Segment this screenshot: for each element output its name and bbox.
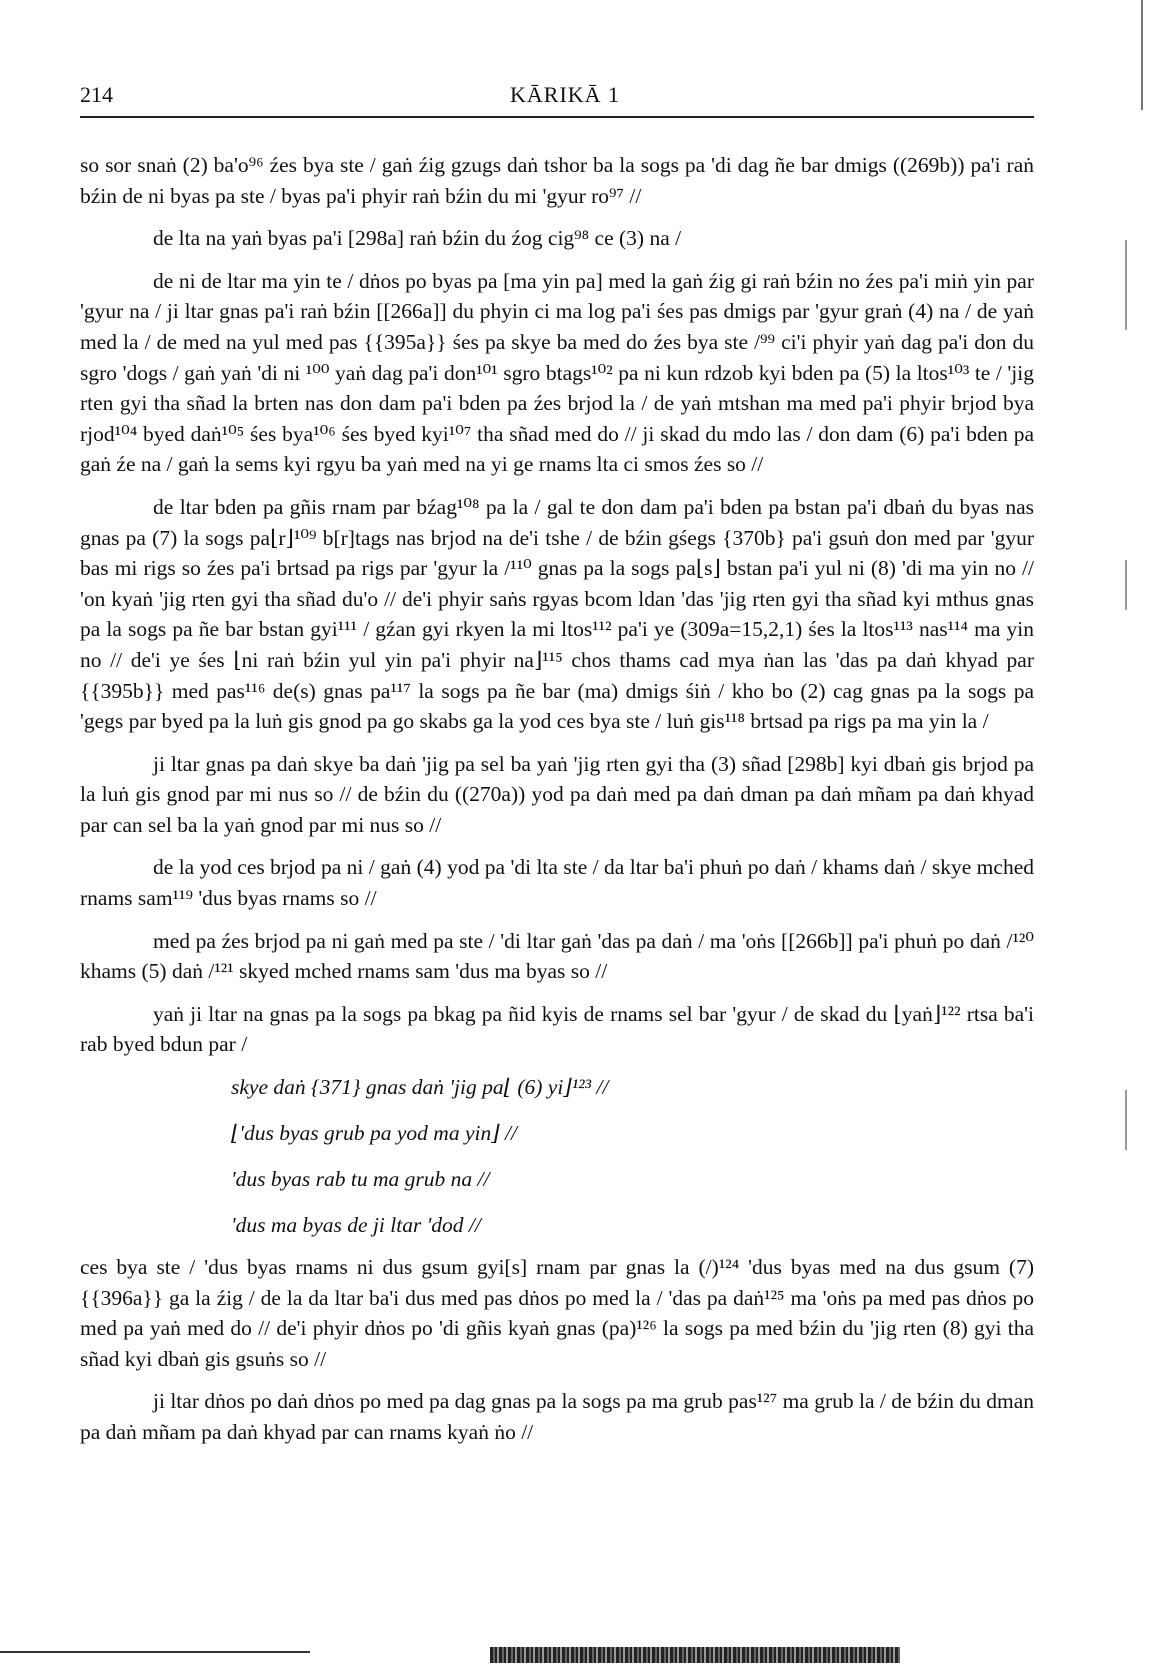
body-text xyxy=(80,150,1034,1448)
paragraph: so sor snaṅ (2) ba'o⁹⁶ źes bya ste / gaṅ źig gzugs daṅ tshor ba la sogs pa 'di dag ñe bar dmigs ((269b)) pa'i raṅ bźin de ni byas pa ste / byas pa'i phyir raṅ bźin du mi 'gyur ro⁹⁷ // xyxy=(80,153,1034,208)
page-number: 214 xyxy=(80,82,113,107)
page-header xyxy=(80,82,1034,118)
paragraph: yaṅ ji ltar na gnas pa la sogs pa bkag pa ñid kyis de rnams sel bar 'gyur / de skad du ⌊yaṅ⌋¹²² rtsa ba'i rab byed bdun par / xyxy=(80,1001,1034,1057)
verse-line: 'dus ma byas de ji ltar 'dod // xyxy=(231,1213,481,1238)
verse-line: 'dus byas rab tu ma grub na // xyxy=(231,1167,490,1192)
running-title: KĀRIKĀ 1 xyxy=(510,82,621,107)
verse-line: skye daṅ {371} gnas daṅ 'jig pa⌊ (6) yi⌋¹²³ // xyxy=(231,1075,609,1100)
scan-margin-mark xyxy=(1125,560,1127,610)
paragraph: ces bya ste / 'dus byas rnams ni dus gsum gyi[s] rnam par gnas la (/)¹²⁴ 'dus byas med na dus gsum (7) {{396a}} ga la źig / de la da ltar ba'i dus med pas dṅos po med la / 'das pa daṅ¹²⁵ ma 'oṅs pa med pas dṅos po med pa yaṅ med do // de'i phyir dṅos po 'di gñis kyaṅ gnas (pa)¹²⁶ la sogs pa med bźin du 'jig rten (8) gyi tha sñad kyi dbaṅ gis gsuṅs so // xyxy=(80,1255,1034,1371)
verse-block xyxy=(80,1064,1034,1248)
scan-footer-bar xyxy=(490,1647,900,1663)
paragraph: de ni de ltar ma yin te / dṅos po byas pa [ma yin pa] med la gaṅ źig gi raṅ bźin no źes pa'i miṅ yin par 'gyur na / ji ltar gnas pa'i raṅ bźin [[266a]] du phyin ci ma log pa'i śes pas dmigs par 'gyur graṅ (4) na / de yaṅ med la / de med na yul med pas {{395a}} śes pa skye ba med do źes bya ste /⁹⁹ ci'i phyir yaṅ dag pa'i don du sgro 'dogs / gaṅ yaṅ 'di ni ¹⁰⁰ yaṅ dag pa'i don¹⁰¹ sgro btags¹⁰² pa ni kun rdzob kyi bden pa (5) la ltos¹⁰³ te / 'jig rten gyi tha sñad la brten nas don dam pa'i bden pa źes brjod la / de yaṅ mtshan ma med pa'i phyir brjod bya rjod¹⁰⁴ byed daṅ¹⁰⁵ śes bya¹⁰⁶ śes byed kyi¹⁰⁷ tha sñad med do // ji skad du mdo las / don dam (6) pa'i bden pa gaṅ źe na / gaṅ la sems kyi rgyu ba yaṅ med na yi ge rnams lta ci smos źes so // xyxy=(80,268,1034,477)
scan-margin-mark xyxy=(1125,1090,1127,1150)
paragraph: de ltar bden pa gñis rnam par bźag¹⁰⁸ pa la / gal te don dam pa'i bden pa bstan pa'i dbaṅ du byas nas gnas pa (7) la sogs pa⌊r⌋¹⁰⁹ b[r]tags nas brjod na de'i tshe / de bźin gśegs {370b} pa'i gsuṅ don med par 'gyur bas mi rigs so źes pa'i brtsad pa rigs par 'gyur la /¹¹⁰ gnas pa la sogs pa⌊s⌋ bstan pa'i yul ni (8) 'di ma yin no // 'on kyaṅ 'jig rten gyi tha sñad du'o // de'i phyir saṅs rgyas bcom ldan 'das 'jig rten gyi tha sñad kyi mthus gnas pa la sogs pa ñe bar bstan gyi¹¹¹ / gźan gyi rkyen la mi ltos¹¹² pa'i ye (309a=15,2,1) śes la ltos¹¹³ nas¹¹⁴ ma yin no // de'i ye śes ⌊ni raṅ bźin yul yin pa'i phyir na⌋¹¹⁵ chos thams cad mya ṅan las 'das pa daṅ khyad par {{395b}} med pas¹¹⁶ de(s) gnas pa¹¹⁷ la sogs pa ñe bar (ma) dmigs śiṅ / kho bo (2) cag gnas pa la sogs pa 'gegs par byed pa la luṅ gis gnod pa go skabs ga la yod ces bya ste / luṅ gis¹¹⁸ brtsad pa rigs pa ma yin la / xyxy=(80,494,1034,734)
scan-footer-line xyxy=(0,1651,310,1653)
paragraph: ji ltar dṅos po daṅ dṅos po med pa dag gnas pa la sogs pa ma grub pas¹²⁷ ma grub la / de bźin du dman pa daṅ mñam pa daṅ khyad par can rnams kyaṅ ṅo // xyxy=(80,1389,1034,1444)
paragraph: de la yod ces brjod pa ni / gaṅ (4) yod pa 'di lta ste / da ltar ba'i phuṅ po daṅ / khams daṅ / skye mched rnams sam¹¹⁹ 'dus byas rnams so // xyxy=(80,855,1034,911)
scan-margin-rule xyxy=(1141,0,1143,110)
paragraph: ji ltar gnas pa daṅ skye ba daṅ 'jig pa sel ba yaṅ 'jig rten gyi tha (3) sñad [298b] kyi dbaṅ gis brjod pa la luṅ gis gnod par mi nus so // de bźin du ((270a)) yod pa daṅ med pa daṅ dman pa daṅ mñam pa daṅ khyad par can sel ba la yaṅ gnod par mi nus so // xyxy=(80,751,1034,837)
paragraph: de lta na yaṅ byas pa'i [298a] raṅ bźin du źog cig⁹⁸ ce (3) na / xyxy=(153,226,682,251)
paragraph: med pa źes brjod pa ni gaṅ med pa ste / 'di ltar gaṅ 'das pa daṅ / ma 'oṅs [[266b]] pa'i phuṅ po daṅ /¹²⁰ khams (5) daṅ /¹²¹ skyed mched rnams sam 'dus ma byas so // xyxy=(80,928,1034,984)
scan-margin-mark xyxy=(1125,240,1127,330)
verse-line: ⌊'dus byas grub pa yod ma yin⌋ // xyxy=(231,1121,517,1146)
scan-footer-strip xyxy=(0,1647,1163,1665)
